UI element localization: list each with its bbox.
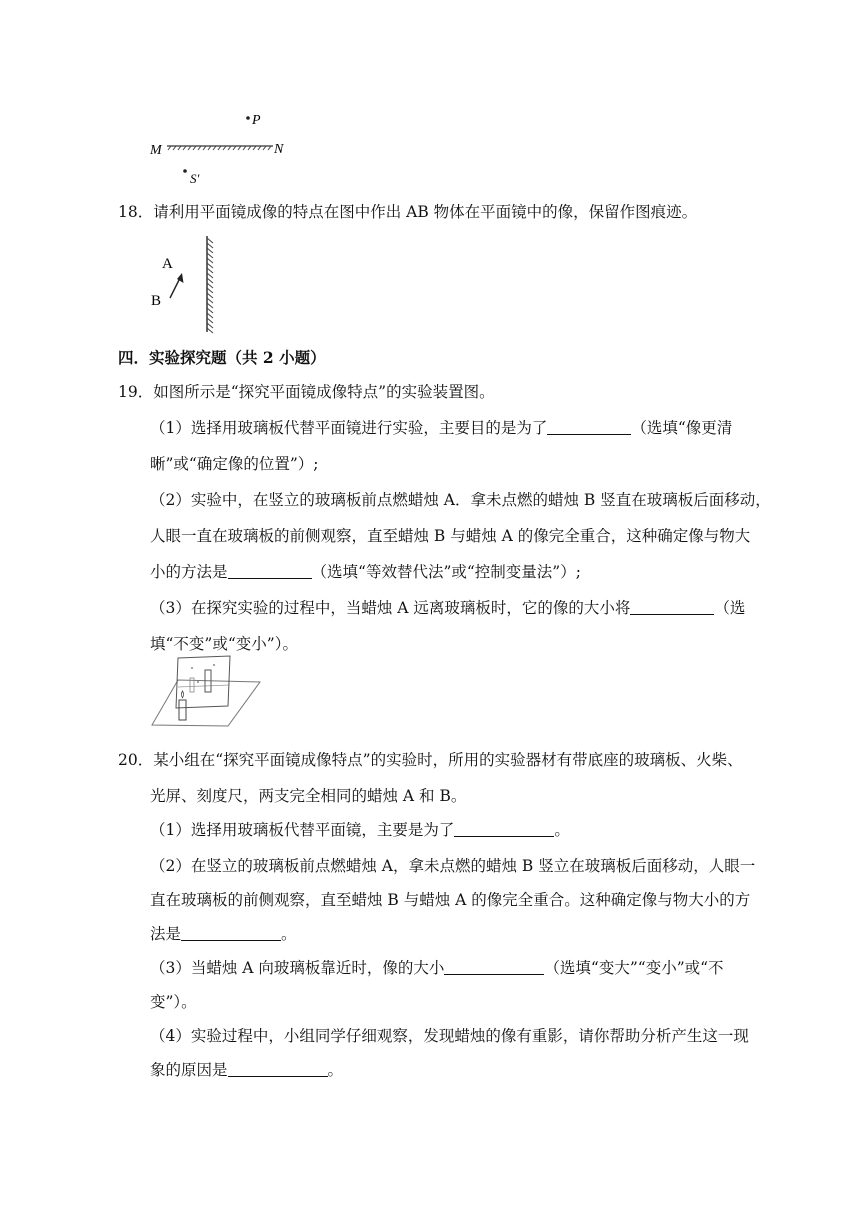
label-p: P bbox=[252, 113, 261, 128]
hatch-tick bbox=[207, 243, 213, 248]
q20-p2-text-d: 。 bbox=[281, 925, 297, 943]
q20-p4-text-b: 象的原因是 bbox=[150, 1061, 228, 1079]
marker-dot-2 bbox=[213, 664, 215, 666]
q20-p3-answer-blank[interactable] bbox=[444, 959, 544, 975]
hatch-tick bbox=[207, 308, 213, 313]
point-p-dot bbox=[246, 116, 250, 120]
hatch-tick bbox=[207, 263, 213, 268]
glass-inner-line bbox=[178, 685, 230, 687]
q19-p3-answer-blank[interactable] bbox=[630, 599, 714, 615]
q19-part1-line1 bbox=[150, 418, 732, 438]
q20-p4-text-c: 。 bbox=[327, 1061, 344, 1079]
hatch-tick bbox=[207, 248, 213, 253]
q19-part3-line1 bbox=[150, 598, 745, 618]
q20-p1-text-b: 。 bbox=[554, 821, 570, 839]
q20-p2-text-c: 法是 bbox=[150, 925, 182, 943]
q19-part2-line1: （2）实验中，在竖立的玻璃板前点燃蜡烛 A．拿未点燃的蜡烛 B 竖直在玻璃板后面移动， bbox=[150, 491, 771, 509]
candle-a bbox=[179, 700, 186, 720]
q19-p1-answer-blank[interactable] bbox=[547, 419, 631, 435]
q20-part3-line2: 变”）。 bbox=[150, 993, 197, 1011]
label-s: S′ bbox=[190, 171, 200, 186]
hatch-tick bbox=[207, 328, 213, 333]
q19-part2-line2: 人眼一直在玻璃板的前侧观察，直至蜡烛 B 与蜡烛 A 的像完全重合，这种确定像与物大 bbox=[150, 527, 751, 545]
q20-part3-line1 bbox=[150, 958, 724, 978]
q19-p1-text-a: （1）选择用玻璃板代替平面镜进行实验，主要目的是为了 bbox=[150, 419, 548, 437]
hatch-tick bbox=[207, 268, 213, 273]
q20-part4-line2 bbox=[150, 1060, 343, 1080]
q19-part2-line3 bbox=[150, 562, 581, 582]
q20-part1 bbox=[150, 820, 570, 840]
q19-p2-text-c: 小的方法是 bbox=[150, 563, 228, 581]
label-a: A bbox=[162, 256, 173, 272]
question-18: 18．请利用平面镜成像的特点在图中作出 AB 物体在平面镜中的像，保留作图痕迹。 bbox=[118, 203, 698, 221]
q19-p2-text-d: （选填“等效替代法”或“控制变量法”）; bbox=[311, 563, 581, 581]
q20-part2-line3 bbox=[150, 924, 297, 944]
q20-stem-line2: 光屏、刻度尺，两支完全相同的蜡烛 A 和 B。 bbox=[150, 787, 467, 805]
hatch-tick bbox=[207, 313, 213, 318]
hatch-tick bbox=[207, 288, 213, 293]
hatch-tick bbox=[207, 278, 213, 283]
q19-part1-line2: 晰”或“确定像的位置”）; bbox=[150, 455, 319, 473]
label-b: B bbox=[151, 293, 162, 309]
hatch-tick bbox=[207, 238, 213, 243]
hatch-tick bbox=[207, 293, 213, 298]
hatch-tick bbox=[207, 283, 213, 288]
q20-p2-answer-blank[interactable] bbox=[181, 925, 281, 941]
q20-p3-text-a: （3）当蜡烛 A 向玻璃板靠近时，像的大小 bbox=[150, 959, 445, 977]
hatch-tick bbox=[207, 258, 213, 263]
section-title: 四．实验探究题（共 2 小题） bbox=[118, 348, 326, 367]
q19-stem: 19．如图所示是“探究平面镜成像特点”的实验装置图。 bbox=[118, 383, 495, 401]
figure-mirror-mn bbox=[145, 106, 295, 190]
marker-dot-3 bbox=[197, 681, 199, 683]
hatch-tick bbox=[207, 298, 213, 303]
figure-glass-plate-apparatus bbox=[148, 652, 266, 730]
q20-p4-answer-blank[interactable] bbox=[228, 1061, 328, 1077]
mirror-hatching-vertical bbox=[207, 238, 213, 333]
hatch-tick bbox=[207, 303, 213, 308]
q19-p3-text-b: （选 bbox=[714, 599, 746, 617]
q19-part3-line2: 填“不变”或“变小”）。 bbox=[150, 635, 298, 653]
hatch-tick bbox=[207, 273, 213, 278]
hatch-tick bbox=[207, 318, 213, 323]
base-board bbox=[152, 680, 260, 726]
hatch-tick bbox=[207, 253, 213, 258]
q19-p1-text-b: （选填“像更清 bbox=[631, 419, 733, 437]
q20-p3-text-b: （选填“变大”“变小”或“不 bbox=[544, 959, 724, 977]
candle-a-flame bbox=[182, 691, 184, 698]
point-s-dot bbox=[183, 169, 187, 173]
marker-dot-1 bbox=[191, 667, 193, 669]
q20-part2-line2: 直在玻璃板的前侧观察，直至蜡烛 B 与蜡烛 A 的像完全重合。这种确定像与物大小的方 bbox=[150, 891, 751, 909]
label-m: M bbox=[150, 143, 162, 158]
q20-p1-text-a: （1）选择用玻璃板代替平面镜，主要是为了 bbox=[150, 821, 455, 839]
q19-p2-answer-blank[interactable] bbox=[228, 563, 312, 579]
hatch-tick bbox=[207, 323, 213, 328]
q20-part4-line1: （4）实验过程中，小组同学仔细观察，发现蜡烛的像有重影，请你帮助分析产生这一现 bbox=[150, 1027, 749, 1045]
figure-mirror-ab bbox=[145, 232, 235, 338]
q20-part2-line1: （2）在竖立的玻璃板前点燃蜡烛 A，拿未点燃的蜡烛 B 竖立在玻璃板后面移动，人眼一 bbox=[150, 857, 756, 875]
q20-p1-answer-blank[interactable] bbox=[454, 821, 554, 837]
q20-stem-line1: 20．某小组在“探究平面镜成像特点”的实验时，所用的实验器材有带底座的玻璃板、火柴、 bbox=[118, 751, 743, 769]
label-n: N bbox=[274, 142, 284, 157]
q19-p3-text-a: （3）在探究实验的过程中，当蜡烛 A 远离玻璃板时，它的像的大小将 bbox=[150, 599, 631, 617]
